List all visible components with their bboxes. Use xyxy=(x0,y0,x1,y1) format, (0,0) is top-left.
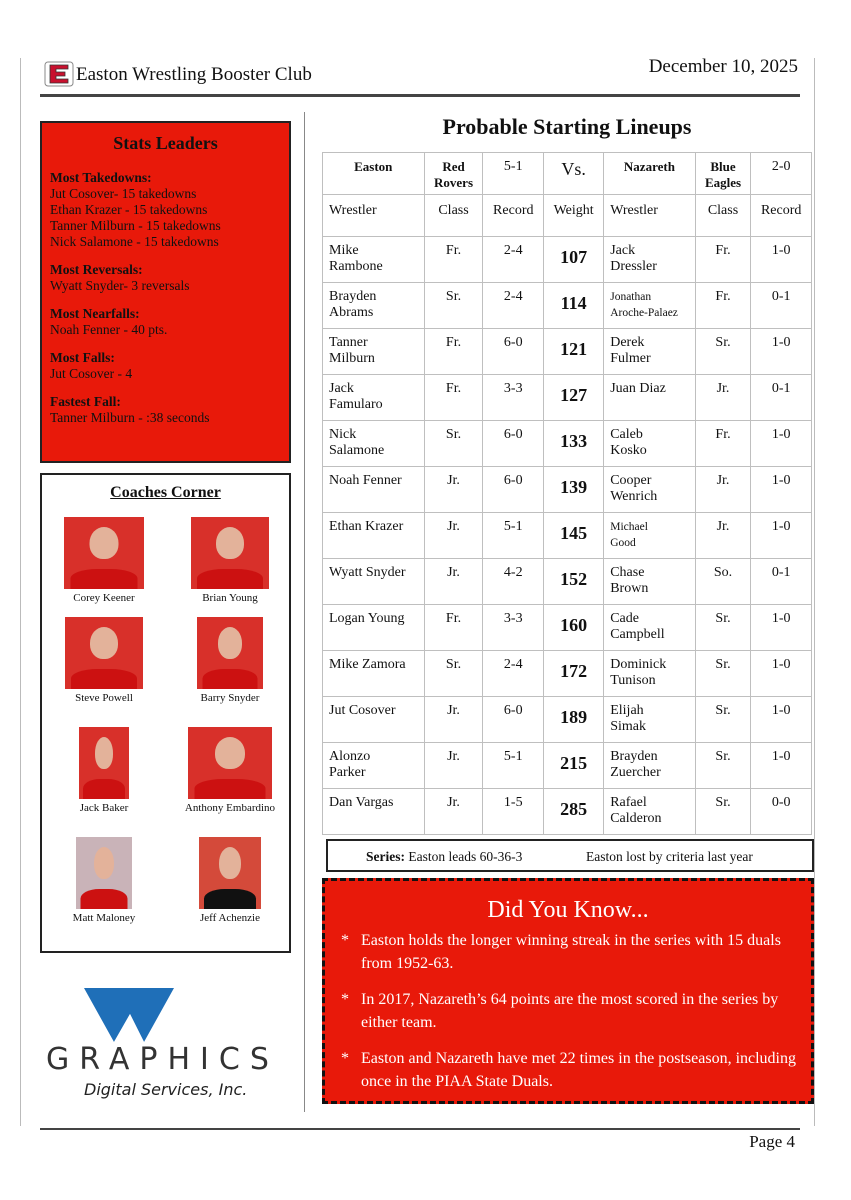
weight-class: 145 xyxy=(544,513,604,559)
away-wrestler-record: 0-1 xyxy=(751,559,812,605)
away-wrestler-record: 0-1 xyxy=(751,283,812,329)
home-nick-line-1: Red xyxy=(442,159,465,174)
name-part: Tunison xyxy=(610,673,656,688)
bullet-star-icon: * xyxy=(341,991,349,1008)
series-record xyxy=(366,849,522,865)
home-wrestler-record: 2-4 xyxy=(483,651,544,697)
away-wrestler-record: 1-0 xyxy=(751,421,812,467)
away-wrestler-name xyxy=(604,743,695,789)
coach-name: Corey Keener xyxy=(73,592,135,604)
away-team: Nazareth xyxy=(604,153,695,195)
name-part: Wenrich xyxy=(610,489,658,504)
away-wrestler-name xyxy=(604,329,695,375)
weight-class: 114 xyxy=(544,283,604,329)
home-wrestler-record: 5-1 xyxy=(483,743,544,789)
away-wrestler-record: 1-0 xyxy=(751,513,812,559)
home-wrestler-record: 1-5 xyxy=(483,789,544,835)
stat-leader-line: Nick Salamone - 15 takedowns xyxy=(50,234,219,249)
home-wrestler-record: 6-0 xyxy=(483,467,544,513)
name-part: Brayden xyxy=(329,289,377,304)
away-wrestler-class: Jr. xyxy=(695,513,751,559)
issue-date: December 10, 2025 xyxy=(648,56,798,77)
home-wrestler-name xyxy=(323,329,425,375)
coach-photo-shirt xyxy=(204,889,256,909)
away-wrestler-name xyxy=(604,375,695,421)
away-nick-line-2: Eagles xyxy=(704,175,742,190)
stat-leader-line: Noah Fenner - 40 pts. xyxy=(50,322,168,337)
home-wrestler-name xyxy=(323,789,425,835)
fact-text: Easton and Nazareth have met 22 times in the postseason, including once in the PIAA State Duals. xyxy=(361,1050,796,1090)
name-part: Caleb xyxy=(610,427,643,442)
home-wrestler-class: Jr. xyxy=(424,697,483,743)
coach-photo-shirt xyxy=(203,669,258,689)
home-wrestler-class: Fr. xyxy=(424,375,483,421)
home-wrestler-class: Fr. xyxy=(424,237,483,283)
away-wrestler-name xyxy=(604,283,695,329)
coach-name: Brian Young xyxy=(202,592,258,604)
home-wrestler-name xyxy=(323,283,425,329)
weight-class: 189 xyxy=(544,697,604,743)
series-label: Series: xyxy=(366,849,405,864)
name-part: Fulmer xyxy=(610,351,651,366)
coach-card xyxy=(170,727,290,814)
name-part: Jonathan xyxy=(610,291,652,303)
home-team: Easton xyxy=(323,153,425,195)
home-wrestler-class: Jr. xyxy=(424,789,483,835)
stat-leader-line: Wyatt Snyder- 3 reversals xyxy=(50,278,190,293)
away-wrestler-class: Sr. xyxy=(695,651,751,697)
home-wrestler-record: 2-4 xyxy=(483,283,544,329)
bullet-star-icon: * xyxy=(341,1050,349,1067)
page-header xyxy=(40,56,800,96)
stats-list xyxy=(50,170,281,426)
home-wrestler-class: Fr. xyxy=(424,329,483,375)
name-part: Simak xyxy=(610,719,646,734)
home-wrestler-class: Sr. xyxy=(424,651,483,697)
name-part: Derek xyxy=(610,335,645,350)
coach-name: Barry Snyder xyxy=(200,692,260,704)
home-wrestler-name xyxy=(323,513,425,559)
name-part: Jack xyxy=(610,243,636,258)
name-part: Dan Vargas xyxy=(329,795,394,810)
home-wrestler-class: Sr. xyxy=(424,421,483,467)
home-wrestler-name xyxy=(323,605,425,651)
weight-class: 285 xyxy=(544,789,604,835)
weight-class: 121 xyxy=(544,329,604,375)
away-wrestler-class: Fr. xyxy=(695,237,751,283)
weight-class: 172 xyxy=(544,651,604,697)
team-row xyxy=(323,153,812,195)
stat-leader-line: Jut Cosover- 15 takedowns xyxy=(50,186,197,201)
home-wrestler-name xyxy=(323,697,425,743)
did-you-know-title: Did You Know... xyxy=(487,897,649,923)
home-wrestler-record: 3-3 xyxy=(483,375,544,421)
home-wrestler-record: 5-1 xyxy=(483,513,544,559)
away-nickname xyxy=(695,153,751,195)
page-border-left xyxy=(20,58,21,1126)
col-weight: Weight xyxy=(544,195,604,237)
away-wrestler-name xyxy=(604,651,695,697)
bout-row xyxy=(323,651,812,697)
name-part: Noah Fenner xyxy=(329,473,402,488)
bout-row xyxy=(323,237,812,283)
coach-card xyxy=(170,617,290,704)
col-home-record: Record xyxy=(483,195,544,237)
coach-name: Steve Powell xyxy=(75,692,133,704)
name-part: Cooper xyxy=(610,473,652,488)
coach-photo xyxy=(79,727,129,799)
home-team-record: 5-1 xyxy=(483,153,544,195)
name-part: Rafael xyxy=(610,795,647,810)
stat-category-title: Most Takedowns: xyxy=(50,170,152,185)
bout-row xyxy=(323,283,812,329)
away-wrestler-class: Sr. xyxy=(695,697,751,743)
stats-leaders-title: Stats Leaders xyxy=(113,133,218,153)
graphics-w-logo-icon xyxy=(44,984,288,1044)
home-wrestler-name xyxy=(323,237,425,283)
home-wrestler-record: 2-4 xyxy=(483,237,544,283)
col-away-record: Record xyxy=(751,195,812,237)
name-part: Campbell xyxy=(610,627,665,642)
footer-rule xyxy=(40,1128,800,1130)
away-nick-line-1: Blue xyxy=(710,159,736,174)
bullet-star-icon: * xyxy=(341,932,349,949)
bout-row xyxy=(323,605,812,651)
name-part: Salamone xyxy=(329,443,385,458)
name-part: Brown xyxy=(610,581,649,596)
home-wrestler-name xyxy=(323,467,425,513)
away-wrestler-class: Fr. xyxy=(695,421,751,467)
coach-name: Jeff Achenzie xyxy=(200,912,260,924)
stat-leader-line: Jut Cosover - 4 xyxy=(50,366,133,381)
bout-row xyxy=(323,513,812,559)
bout-row xyxy=(323,467,812,513)
home-wrestler-class: Fr. xyxy=(424,605,483,651)
away-wrestler-record: 1-0 xyxy=(751,329,812,375)
name-part: Milburn xyxy=(329,351,375,366)
coach-photo xyxy=(199,837,261,909)
weight-class: 107 xyxy=(544,237,604,283)
name-part: Mike xyxy=(329,243,359,258)
away-wrestler-class: Sr. xyxy=(695,743,751,789)
name-part: Calderon xyxy=(610,811,662,826)
column-divider xyxy=(304,112,305,1112)
name-part: Logan Young xyxy=(329,611,405,626)
stat-category-title: Most Reversals: xyxy=(50,262,143,277)
stat-leader-line: Tanner Milburn - 15 takedowns xyxy=(50,218,221,233)
coach-photo-head xyxy=(90,527,119,559)
coach-photo-head xyxy=(95,737,113,769)
bout-row xyxy=(323,375,812,421)
coach-card xyxy=(170,837,290,924)
away-wrestler-class: Jr. xyxy=(695,467,751,513)
name-part: Mike Zamora xyxy=(329,657,406,672)
away-wrestler-record: 1-0 xyxy=(751,605,812,651)
coach-photo-head xyxy=(90,627,118,659)
coach-photo-head xyxy=(218,627,242,659)
weight-class: 215 xyxy=(544,743,604,789)
away-wrestler-name xyxy=(604,559,695,605)
home-wrestler-class: Jr. xyxy=(424,513,483,559)
stat-category xyxy=(50,262,281,294)
home-wrestler-class: Sr. xyxy=(424,283,483,329)
away-wrestler-class: Sr. xyxy=(695,605,751,651)
home-wrestler-record: 6-0 xyxy=(483,329,544,375)
name-part: Dominick xyxy=(610,657,667,672)
home-wrestler-class: Jr. xyxy=(424,559,483,605)
club-name: Easton Wrestling Booster Club xyxy=(76,64,312,85)
stat-category-title: Fastest Fall: xyxy=(50,394,121,409)
name-part: Alonzo xyxy=(329,749,371,764)
stat-category xyxy=(50,350,281,382)
col-home-class: Class xyxy=(424,195,483,237)
coach-name: Matt Maloney xyxy=(72,912,136,924)
name-part: Abrams xyxy=(329,305,374,320)
home-wrestler-class: Jr. xyxy=(424,743,483,789)
away-wrestler-record: 1-0 xyxy=(751,743,812,789)
fact-item xyxy=(339,1047,809,1093)
col-away-wrestler: Wrestler xyxy=(604,195,695,237)
away-wrestler-record: 1-0 xyxy=(751,237,812,283)
coach-photo-shirt xyxy=(83,779,125,799)
away-wrestler-name xyxy=(604,697,695,743)
away-wrestler-class: So. xyxy=(695,559,751,605)
weight-class: 152 xyxy=(544,559,604,605)
away-wrestler-record: 1-0 xyxy=(751,697,812,743)
name-part: Ethan Krazer xyxy=(329,519,404,534)
name-part: Good xyxy=(610,537,636,549)
home-wrestler-name xyxy=(323,559,425,605)
home-wrestler-record: 6-0 xyxy=(483,697,544,743)
home-wrestler-name xyxy=(323,651,425,697)
stat-category-title: Most Nearfalls: xyxy=(50,306,140,321)
coach-photo xyxy=(191,517,269,589)
coach-photo-shirt xyxy=(71,569,138,589)
name-part: Rambone xyxy=(329,259,383,274)
series-box xyxy=(326,839,814,872)
name-part: Jack xyxy=(329,381,354,396)
col-away-class: Class xyxy=(695,195,751,237)
name-part: Michael xyxy=(610,521,648,533)
bout-row xyxy=(323,329,812,375)
stat-category xyxy=(50,170,281,250)
coach-card xyxy=(44,727,164,814)
bout-row xyxy=(323,743,812,789)
name-part: Dressler xyxy=(610,259,657,274)
away-wrestler-class: Fr. xyxy=(695,283,751,329)
home-nick-line-2: Rovers xyxy=(434,175,474,190)
coach-photo xyxy=(188,727,272,799)
coach-photo xyxy=(64,517,144,589)
away-wrestler-name xyxy=(604,513,695,559)
away-wrestler-name xyxy=(604,605,695,651)
away-wrestler-name xyxy=(604,789,695,835)
header-rule xyxy=(40,94,800,97)
stat-leader-line: Tanner Milburn - :38 seconds xyxy=(50,410,210,425)
column-header-row xyxy=(323,195,812,237)
name-part: Chase xyxy=(610,565,645,580)
coach-photo-shirt xyxy=(195,779,266,799)
home-wrestler-record: 3-3 xyxy=(483,605,544,651)
away-wrestler-class: Sr. xyxy=(695,789,751,835)
lineup-title: Probable Starting Lineups xyxy=(442,114,692,139)
weight-class: 160 xyxy=(544,605,604,651)
home-wrestler-name xyxy=(323,743,425,789)
coach-name: Jack Baker xyxy=(79,802,129,814)
fact-text: Easton holds the longer winning streak in the series with 15 duals from 1952-63. xyxy=(361,932,781,972)
name-part: Jut Cosover xyxy=(329,703,396,718)
series-note: Easton lost by criteria last year xyxy=(586,849,753,864)
coach-name: Anthony Embardino xyxy=(184,802,276,814)
col-home-wrestler: Wrestler xyxy=(323,195,425,237)
fact-text: In 2017, Nazareth’s 64 points are the most scored in the series by either team. xyxy=(361,991,779,1031)
home-nickname xyxy=(424,153,483,195)
stat-category-title: Most Falls: xyxy=(50,350,115,365)
home-wrestler-class: Jr. xyxy=(424,467,483,513)
weight-class: 127 xyxy=(544,375,604,421)
weight-class: 133 xyxy=(544,421,604,467)
coaches-corner-box xyxy=(40,473,291,953)
coaches-corner-title: Coaches Corner xyxy=(110,484,221,501)
did-you-know-box xyxy=(322,878,814,1104)
stats-leaders-box xyxy=(40,121,291,463)
away-wrestler-record: 1-0 xyxy=(751,651,812,697)
coach-photo-shirt xyxy=(197,569,263,589)
home-wrestler-name xyxy=(323,421,425,467)
page-number: Page 4 xyxy=(749,1132,795,1151)
coach-photo-shirt xyxy=(81,889,128,909)
stat-category xyxy=(50,394,281,426)
name-part: Nick xyxy=(329,427,357,442)
coach-photo xyxy=(76,837,132,909)
coach-photo-head xyxy=(215,737,245,769)
coach-card xyxy=(44,837,164,924)
sponsor-name: GRAPHICS xyxy=(46,1042,279,1077)
coach-photo xyxy=(197,617,263,689)
coach-photo-head xyxy=(216,527,244,559)
coach-card xyxy=(44,617,164,704)
name-part: Brayden xyxy=(610,749,658,764)
coach-photo-head xyxy=(219,847,241,879)
weight-class: 139 xyxy=(544,467,604,513)
away-wrestler-record: 1-0 xyxy=(751,467,812,513)
name-part: Cade xyxy=(610,611,639,626)
sponsor-logo xyxy=(44,984,288,1104)
coach-card xyxy=(170,517,290,604)
away-wrestler-name xyxy=(604,467,695,513)
stat-category xyxy=(50,306,281,338)
away-wrestler-name xyxy=(604,421,695,467)
series-text: Easton leads 60-36-3 xyxy=(408,849,523,864)
home-wrestler-name xyxy=(323,375,425,421)
lineup-table xyxy=(322,152,812,835)
page-border-right xyxy=(814,58,815,1126)
easton-e-logo-icon xyxy=(44,60,74,88)
name-part: Parker xyxy=(329,765,366,780)
bout-row xyxy=(323,559,812,605)
name-part: Kosko xyxy=(610,443,647,458)
bout-row xyxy=(323,789,812,835)
away-wrestler-record: 0-1 xyxy=(751,375,812,421)
away-team-record: 2-0 xyxy=(751,153,812,195)
home-wrestler-record: 6-0 xyxy=(483,421,544,467)
vs-label: Vs. xyxy=(544,153,604,195)
name-part: Wyatt Snyder xyxy=(329,565,406,580)
away-wrestler-class: Jr. xyxy=(695,375,751,421)
name-part: Famularo xyxy=(329,397,383,412)
fact-item xyxy=(339,988,809,1034)
stat-leader-line: Ethan Krazer - 15 takedowns xyxy=(50,202,208,217)
name-part: Zuercher xyxy=(610,765,661,780)
name-part: Aroche-Palaez xyxy=(610,307,678,319)
coach-photo xyxy=(65,617,143,689)
coach-photo-head xyxy=(94,847,114,879)
away-wrestler-record: 0-0 xyxy=(751,789,812,835)
bout-row xyxy=(323,421,812,467)
name-part: Tanner xyxy=(329,335,368,350)
bout-row xyxy=(323,697,812,743)
away-wrestler-class: Sr. xyxy=(695,329,751,375)
away-wrestler-name xyxy=(604,237,695,283)
coach-photo-shirt xyxy=(71,669,137,689)
sponsor-subtitle: Digital Services, Inc. xyxy=(84,1080,248,1099)
name-part: Juan Diaz xyxy=(610,381,666,396)
coach-card xyxy=(44,517,164,604)
name-part: Elijah xyxy=(610,703,644,718)
fact-item xyxy=(339,929,809,975)
home-wrestler-record: 4-2 xyxy=(483,559,544,605)
